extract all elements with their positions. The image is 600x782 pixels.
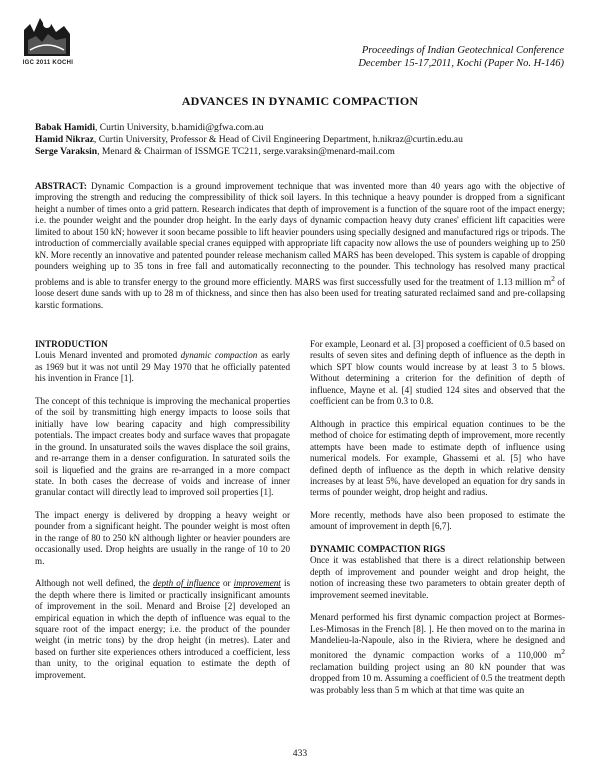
author-line: Hamid Nikraz, Curtin University, Professor & Head of Civil Engineering Department, h.nikraz@curtin.edu.au	[35, 134, 463, 145]
conference-name: Proceedings of Indian Geotechnical Conference	[361, 45, 564, 56]
paper-title: ADVANCES IN DYNAMIC COMPACTION	[181, 94, 419, 108]
conference-logo	[20, 10, 74, 60]
conference-dates: December 15-17,2011, Kochi (Paper No. H-146)	[358, 58, 564, 69]
paragraph: Although not well defined, the depth of influence or improvement is the depth where there is limited or practically insignificant amounts of improvement in the soil. Menard and Broise [2] developed an empirical equation in which the depth of influence was equal to the square root of the impact energy; i.e. the product of the pounder weight (in metric tons) by the drop height (in metres). Later and based on further site experiences others introduced a coefficient, less than unity, to the original equation to estimate the depth of improvement.	[35, 578, 291, 680]
section-heading-rigs: DYNAMIC COMPACTION RIGS	[310, 543, 446, 554]
author-line: Babak Hamidi, Curtin University, b.hamidi@gfwa.com.au	[35, 122, 264, 133]
conference-header	[358, 44, 564, 70]
paragraph: For example, Leonard et al. [3] proposed a coefficient of 0.5 based on results of seven sites and defining depth of influence as the depth in which SPT blow counts would increase by at least 3 to 5 blows. Without determining a criterion for the definition of depth of influence, Mayne et al. [4] studied 124 sites and observed that the coefficient can be from 0.3 to 0.8.	[310, 339, 565, 407]
paragraph: Although in practice this empirical equation continues to be the method of choice for estimating depth of improvement, more recently attempts have been made to estimate depth of influence using numerical models. For example, Ghassemi et al. [5] who have defined depth of influence as the depth in which relative density increases by at least 5%, have developed an equation for dry sands in terms of pounder weight, drop height and radius.	[310, 418, 565, 498]
paragraph: Louis Menard invented and promoted dynamic compaction as early as 1969 but it was not until 29 May 1970 that he officially patented his invention in France [1].	[35, 350, 290, 384]
paragraph: More recently, methods have also been proposed to estimate the amount of improvement in depth [6,7].	[310, 509, 565, 532]
paragraph: The concept of this technique is improving the mechanical properties of the soil by transmitting high energy impacts to loose soils that initially have low bearing capacity and high compressibility potentials. The impact creates body and surface waves that propagate in the ground. In unsaturated soils the waves displace the soil grains, and re-arrange them in a denser configuration. In saturated soils the soil is liquefied and the grains are re-arranged in a more compact state. In both cases the decrease of voids and increase of inner granular contact will directly lead to improved soil properties [1].	[35, 395, 290, 498]
abstract-label: ABSTRACT:	[35, 181, 87, 191]
author-line: Serge Varaksin, Menard & Chairman of ISSMGE TC211, serge.varaksin@menard-mail.com	[35, 146, 395, 157]
section-heading-introduction: INTRODUCTION	[35, 339, 108, 349]
paragraph: Once it was established that there is a direct relationship between depth of improvement and pounder weight and drop height, the notion of increasing these two parameters to obtain greater depth of improvement seemed inevitable.	[310, 555, 565, 600]
logo-caption: IGC 2011 KOCHI	[22, 60, 74, 66]
page-number: 433	[292, 748, 308, 759]
paragraph: Menard performed his first dynamic compaction project at Bormes-Les-Mimosas in the French [8]. ]. He then moved on to the marina in Mandelieu-la-Napoule, also in the Riviera, where he designed and monitored the dynamic compaction works of a 110,000 $m^2$ reclamation building project using an 80 kN pounder that was dropped from 10 m. Assuming a coefficient of 0.5 the treatment depth was probably less than 5 m which at that time was quite an	[310, 612, 565, 695]
right-column	[310, 339, 565, 707]
author-list	[35, 122, 575, 158]
abstract: ABSTRACT: Dynamic Compaction is a ground improvement technique that was invented more than 40 years ago with the objective of improving the strength and reducing the compressibility of thick soil layers. In this technique a heavy pounder is dropped from a significant height a number of times onto a grid pattern. Research indicates that depth of improvement is a function of the square root of the impact energy; i.e. the pounder weight and the pounder drop height. In the early days of dynamic compaction heavy duty cranes' efficient lift capacities were limited to about 150 kN; however it soon became possible to lift heavier pounders using specially designed and manufactured rigs or tripods. The introduction of commercially available special cranes equipped with appropriate lift capacity now allows the use of pounders weighing up to 250 kN. More recently an innovative and patented pounder release mechanism called MARS has been developed. This system is capable of dropping pounders weighing up to 35 tons in free fall and automatically reconnecting to the pounder. This technology has resolved many practical problems and is able to transfer energy to the ground more efficiently. MARS was first successfully used for the treatment of 1.13 million $m^2$ of loose desert dune sands with up to 28 m of thickness, and since then has also been used for treating saturated reclaimed sand and pre-collapsing karstic formations.	[35, 181, 565, 310]
paragraph: The impact energy is delivered by dropping a heavy weight or pounder from a significant height. The pounder weight is most often in the range of 80 to 250 kN although lighter or heavier pounders are occasionally used. Drop heights are usually in the range of 10 to 20 m.	[35, 509, 290, 566]
left-column	[35, 339, 290, 692]
